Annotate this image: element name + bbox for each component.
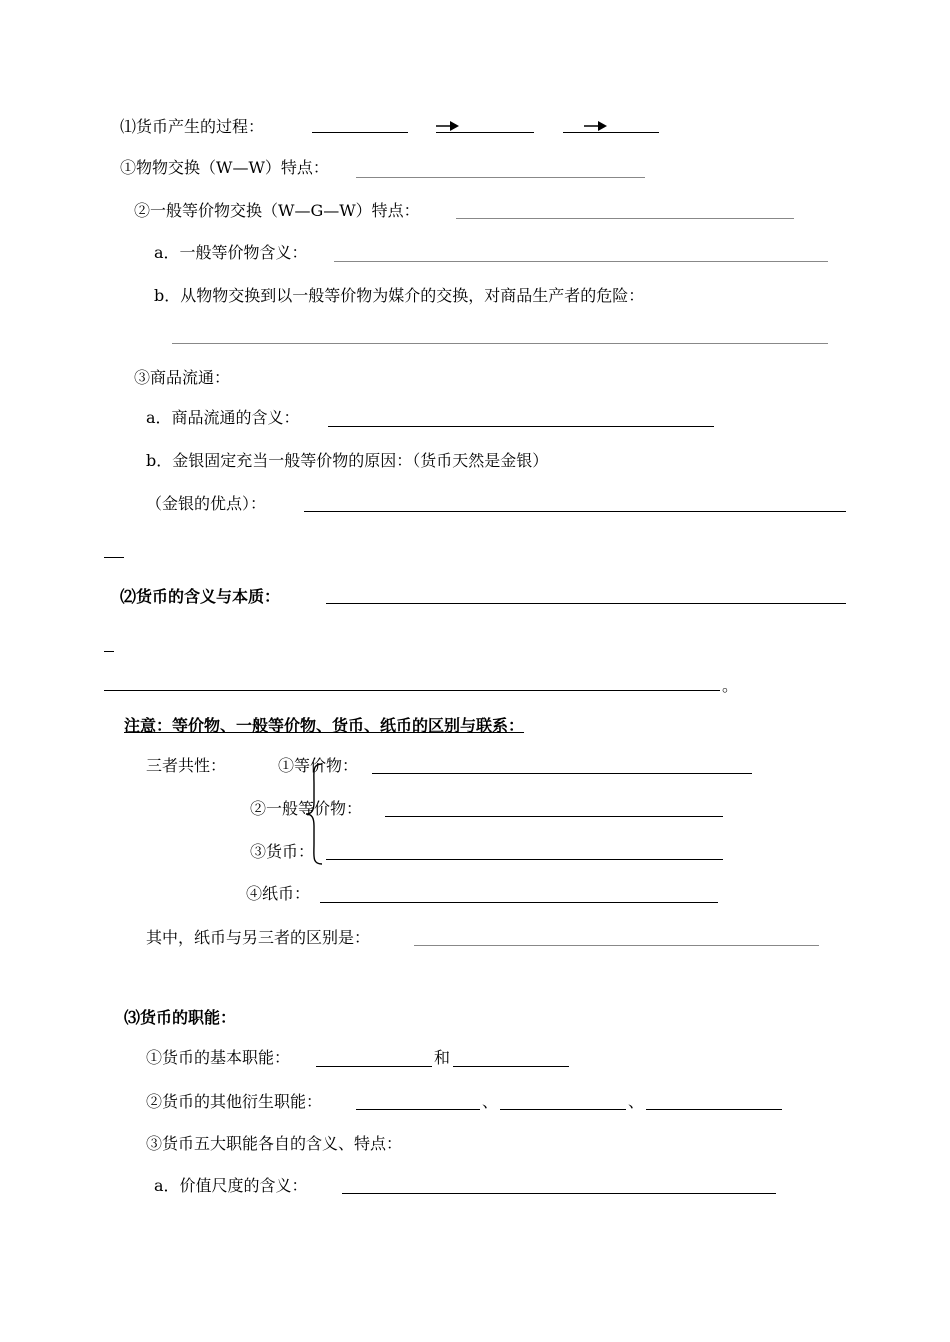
separator-2: 、 [628,1092,645,1111]
common-traits-label: 三者共性： [146,756,227,775]
blank-money-essence-1[interactable] [326,603,846,604]
paper-money-label: ④纸币： [246,884,311,903]
blank-general-meaning[interactable] [334,261,828,262]
circulation-meaning-label: a．商品流通的含义： [146,408,300,427]
blank-barter[interactable] [356,177,645,178]
value-measure-label: a．价值尺度的含义： [154,1176,308,1195]
circulation-label: ③商品流通： [134,368,231,387]
note-title: 注意：等价物、一般等价物、货币、纸币的区别与联系： [124,716,525,735]
arrow-right-icon [584,119,608,133]
basic-functions-label: ①货币的基本职能： [146,1048,291,1067]
blank-process-3[interactable] [563,132,659,133]
five-functions-label: ③货币五大职能各自的含义、特点： [146,1134,403,1153]
blank-difference[interactable] [414,945,819,946]
blank-process-2[interactable] [436,132,534,133]
barter-label: ①物物交换（W—W）特点： [120,158,329,177]
blank-basic-function-1[interactable] [316,1066,432,1067]
gold-silver-advantage-label: （金银的优点）： [146,494,267,513]
blank-derived-3[interactable] [646,1109,782,1110]
section-3-title: ⑶货币的职能： [124,1008,237,1027]
blank-process-1[interactable] [312,132,408,133]
blank-basic-function-2[interactable] [453,1066,569,1067]
blank-derived-2[interactable] [500,1109,626,1110]
difference-label: 其中，纸币与另三者的区别是： [146,928,371,947]
section-2-title: ⑵货币的含义与本质： [120,587,281,606]
arrow-right-icon [436,119,460,133]
blank-money[interactable] [326,859,723,860]
blank-risk[interactable] [172,343,828,344]
money-item-label: ③货币： [250,842,315,861]
blank-money-essence-3[interactable] [104,690,720,691]
blank-continuation[interactable] [104,557,124,558]
general-equivalent-label: ②一般等价物交换（W—G—W）特点： [134,201,420,220]
general-meaning-label: a．一般等价物含义： [154,243,308,262]
blank-money-essence-2[interactable] [104,651,114,652]
blank-equivalent[interactable] [372,773,752,774]
blank-paper-money[interactable] [320,902,718,903]
gold-silver-reason-label: b．金银固定充当一般等价物的原因：（货币天然是金银） [146,451,549,470]
general-equivalent-item-label: ②一般等价物： [250,799,363,818]
blank-derived-1[interactable] [356,1109,480,1110]
period-mark: 。 [722,676,739,695]
and-label: 和 [434,1048,451,1067]
section-1-title: ⑴货币产生的过程： [120,117,265,136]
blank-gold-silver-advantage[interactable] [304,511,846,512]
risk-label: b．从物物交换到以一般等价物为媒介的交换，对商品生产者的危险： [154,286,645,305]
equivalent-label: ①等价物： [278,756,359,775]
blank-value-measure[interactable] [342,1193,776,1194]
blank-general-equivalent[interactable] [385,816,723,817]
blank-general[interactable] [456,218,794,219]
blank-circulation-meaning[interactable] [328,426,714,427]
derived-functions-label: ②货币的其他衍生职能： [146,1092,323,1111]
separator-1: 、 [482,1092,499,1111]
